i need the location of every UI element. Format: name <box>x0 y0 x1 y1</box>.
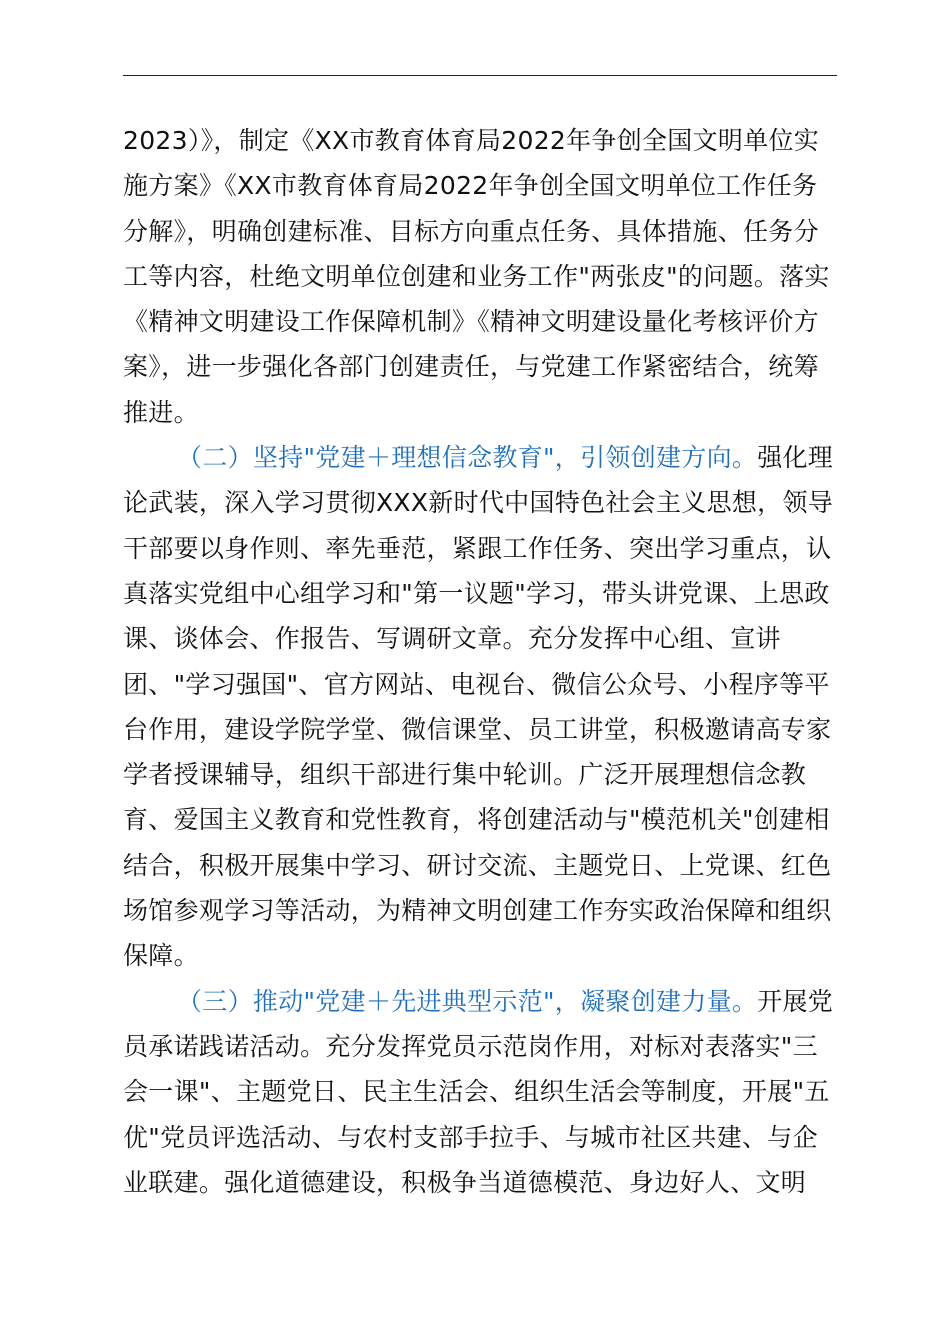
section-heading-3: （三）推动"党建＋先进典型示范"，凝聚创建力量。 <box>177 986 758 1016</box>
header-rule <box>123 75 837 76</box>
paragraph-1-text: 2023）》，制定《XX市教育体育局2022年争创全国文明单位实施方案》《XX市教育体育局2022年争创全国文明单位工作任务分解》，明确创建标准、目标方向重点任务、具体措施、任务分工等内容，杜绝文明单位创建和业务工作"两张皮"的问题。落实《精神文明建设工作保障机制》《精神文明建设量化考核评价方案》，进一步强化各部门创建责任，与党建工作紧密结合，统筹推进。 <box>123 126 830 427</box>
paragraph-2-text: 强化理论武装，深入学习贯彻XXX新时代中国特色社会主义思想，领导干部要以身作则、率先垂范，紧跟工作任务、突出学习重点，认真落实党组中心组学习和"第一议题"学习，带头讲党课、上思政课、谈体会、作报告、写调研文章。充分发挥中心组、宣讲团、"学习强国"、官方网站、电视台、微信公众号、小程序等平台作用，建设学院学堂、微信课堂、员工讲堂，积极邀请高专家学者授课辅导，组织干部进行集中轮训。广泛开展理想信念教育、爱国主义教育和党性教育，将创建活动与"模范机关"创建相结合，积极开展集中学习、研讨交流、主题党日、上党课、红色场馆参观学习等活动，为精神文明创建工作夯实政治保障和组织保障。 <box>123 443 834 971</box>
paragraph-2 <box>123 435 837 979</box>
paragraph-3-text: 开展党员承诺践诺活动。充分发挥党员示范岗作用，对标对表落实"三会一课"、主题党日、民主生活会、组织生活会等制度，开展"五优"党员评选活动、与农村支部手拉手、与城市社区共建、与企业联建。强化道德建设，积极争当道德模范、身边好人、文明 <box>123 986 834 1197</box>
section-heading-2: （二）坚持"党建＋理想信念教育"，引领创建方向。 <box>177 443 758 473</box>
paragraph-3 <box>123 979 837 1205</box>
document-body <box>123 118 837 1205</box>
paragraph-1 <box>123 118 837 435</box>
